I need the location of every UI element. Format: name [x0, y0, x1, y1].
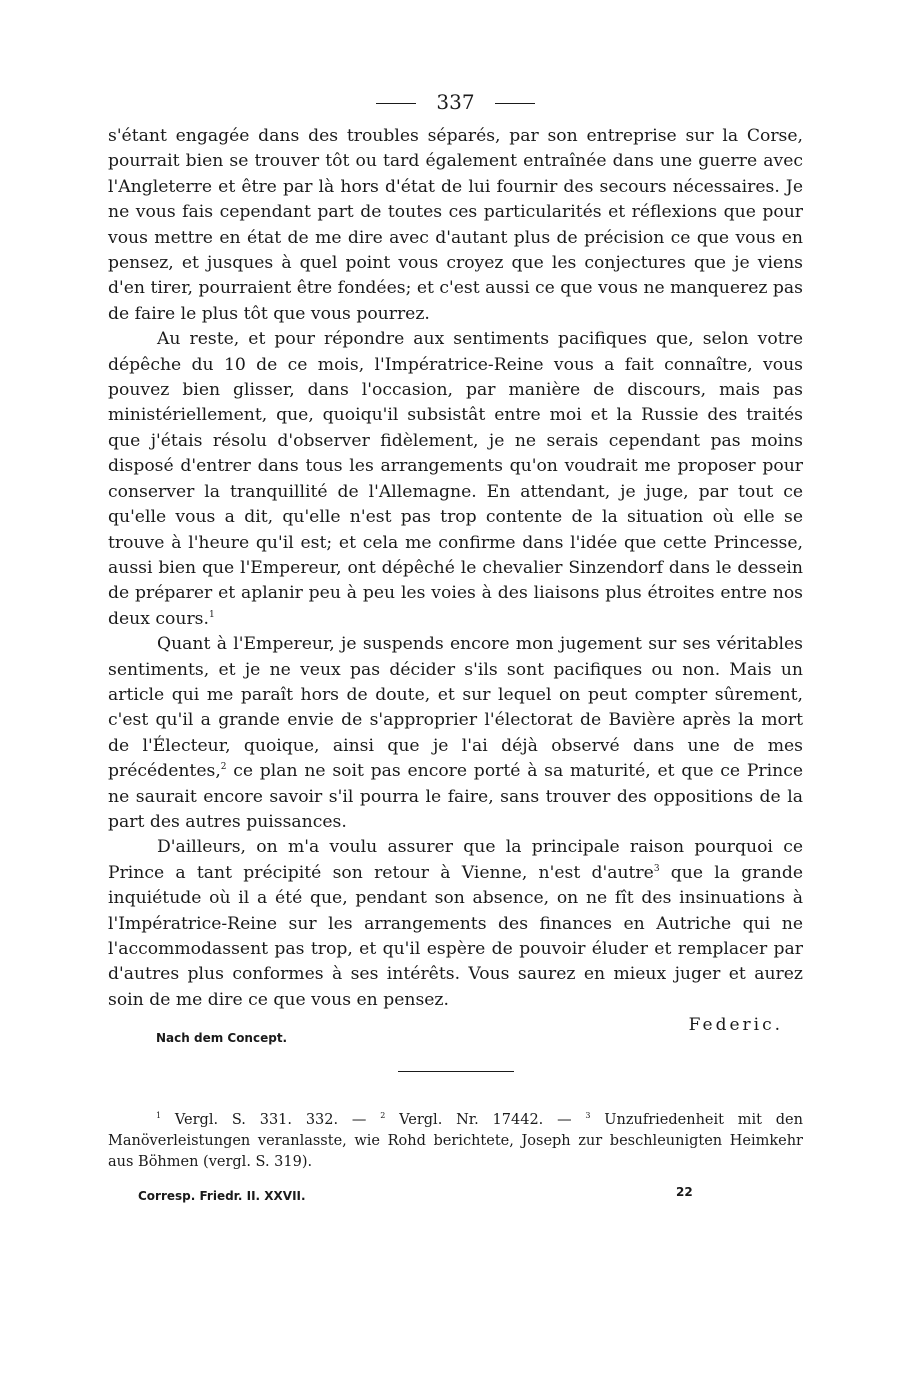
page-number: 337 — [436, 90, 475, 114]
source-note: Nach dem Concept. — [156, 1031, 288, 1046]
footnote-ref-2: 2 — [220, 762, 227, 773]
footnotes — [108, 1110, 803, 1173]
footnote-ref-3: 3 — [653, 863, 660, 874]
paragraph-2 — [108, 327, 803, 632]
footnote-2-mark: 2 — [380, 1111, 386, 1121]
footnote-1-text: Vergl. S. 331. 332. — — [161, 1112, 381, 1129]
footnote-3-text: Unzufriedenheit mit den Manöverleistungen veranlasste, wie Rohd berichtete, Joseph zur beschleunigten Heimkehr aus Böhmen (vergl. S. 319). — [108, 1112, 803, 1171]
page-footer — [108, 1185, 803, 1209]
letter-body — [108, 124, 803, 1013]
paragraph-4-text-b: que la grande inquiétude où il a été que, pendant son absence, on ne fît des insinuations à l'Impératrice-Reine sur les arrangements des finances en Autriche qui ne l'accommodassent pas trop, et qu'il espère de pouvoir éluder et remplacer par d'autres plus conformes à ses intérêts. Vous saurez en mieux juger et aurez soin de me dire ce que vous en pensez. — [108, 862, 803, 1010]
paragraph-3-text-b: ce plan ne soit pas encore porté à sa maturité, et que ce Prince ne saurait encore savoir s'il pourra le faire, sans trouver des oppositions de la part des autres puissances. — [108, 761, 803, 832]
footnote-3-mark: 3 — [585, 1111, 591, 1121]
footnote-2-text: Vergl. Nr. 17442. — — [385, 1112, 586, 1129]
signature: Federic. — [688, 1015, 783, 1036]
printer-signature-mark: 22 — [676, 1185, 693, 1200]
header-dash-right — [495, 103, 535, 104]
page-header — [108, 80, 803, 124]
paragraph-3-text-a: Quant à l'Empereur, je suspends encore mon jugement sur ses véritables sentiments, et je ne veux pas décider s'ils sont pacifiques ou non. Mais un article qui me paraît hors de doute, et sur lequel on peut compter sûrement, c'est qu'il a grande envie de s'approprier l'électorat de Bavière après la mort de l'Électeur, quoique, ainsi que je l'ai déjà observé dans une de mes précédentes, — [108, 634, 803, 782]
paragraph-3 — [108, 632, 803, 835]
paragraph-2-text: Au reste, et pour répondre aux sentiments pacifiques que, selon votre dépêche du 10 de ce mois, l'Impératrice-Reine vous a fait connaître, vous pouvez bien glisser, dans l'occasion, par manière de discours, mais pas ministériellement, que, quoiqu'il subsistât entre moi et la Russie des traités que j'étais résolu d'observer fidèlement, je ne serais cependant pas moins disposé d'entrer dans tous les arrangements qu'on voudrait me proposer pour conserver la tranquillité de l'Allemagne. En attendant, je juge, par tout ce qu'elle vous a dit, qu'elle n'est pas trop contente de la situation où elle se trouve à l'heure qu'il est; et cela me confirme dans l'idée que cette Princesse, aussi bien que l'Empereur, ont dépêché le chevalier Sinzendorf dans le dessein de préparer et aplanir peu à peu les voies à des liaisons plus étroites entre nos deux cours. — [108, 329, 803, 629]
header-dash-left — [376, 103, 416, 104]
page — [108, 80, 803, 1209]
footnote-1-mark: 1 — [156, 1111, 162, 1121]
paragraph-1: s'étant engagée dans des troubles séparés, par son entreprise sur la Corse, pourrait bien se trouver tôt ou tard également entraînée dans une guerre avec l'Angleterre et être par là hors d'état de lui fournir des secours nécessaires. Je ne vous fais cependant part de toutes ces particularités et réflexions que pour vous mettre en état de me dire avec d'autant plus de précision ce que vous en pensez, et jusques à quel point vous croyez que les conjectures que je viens d'en tirer, pourraient être fondées; et c'est aussi ce que vous ne manquerez pas de faire le plus tôt que vous pourrez. — [108, 126, 803, 324]
signature-row — [108, 1015, 803, 1049]
paragraph-4-text-a: D'ailleurs, on m'a voulu assurer que la principale raison pourquoi ce Prince a tant précipité son retour à Vienne, n'est d'autre — [108, 837, 803, 883]
footnote-ref-1: 1 — [208, 609, 215, 620]
paragraph-4 — [108, 835, 803, 1013]
work-reference: Corresp. Friedr. II. XXVII. — [138, 1189, 306, 1204]
footnote-separator — [398, 1071, 514, 1072]
